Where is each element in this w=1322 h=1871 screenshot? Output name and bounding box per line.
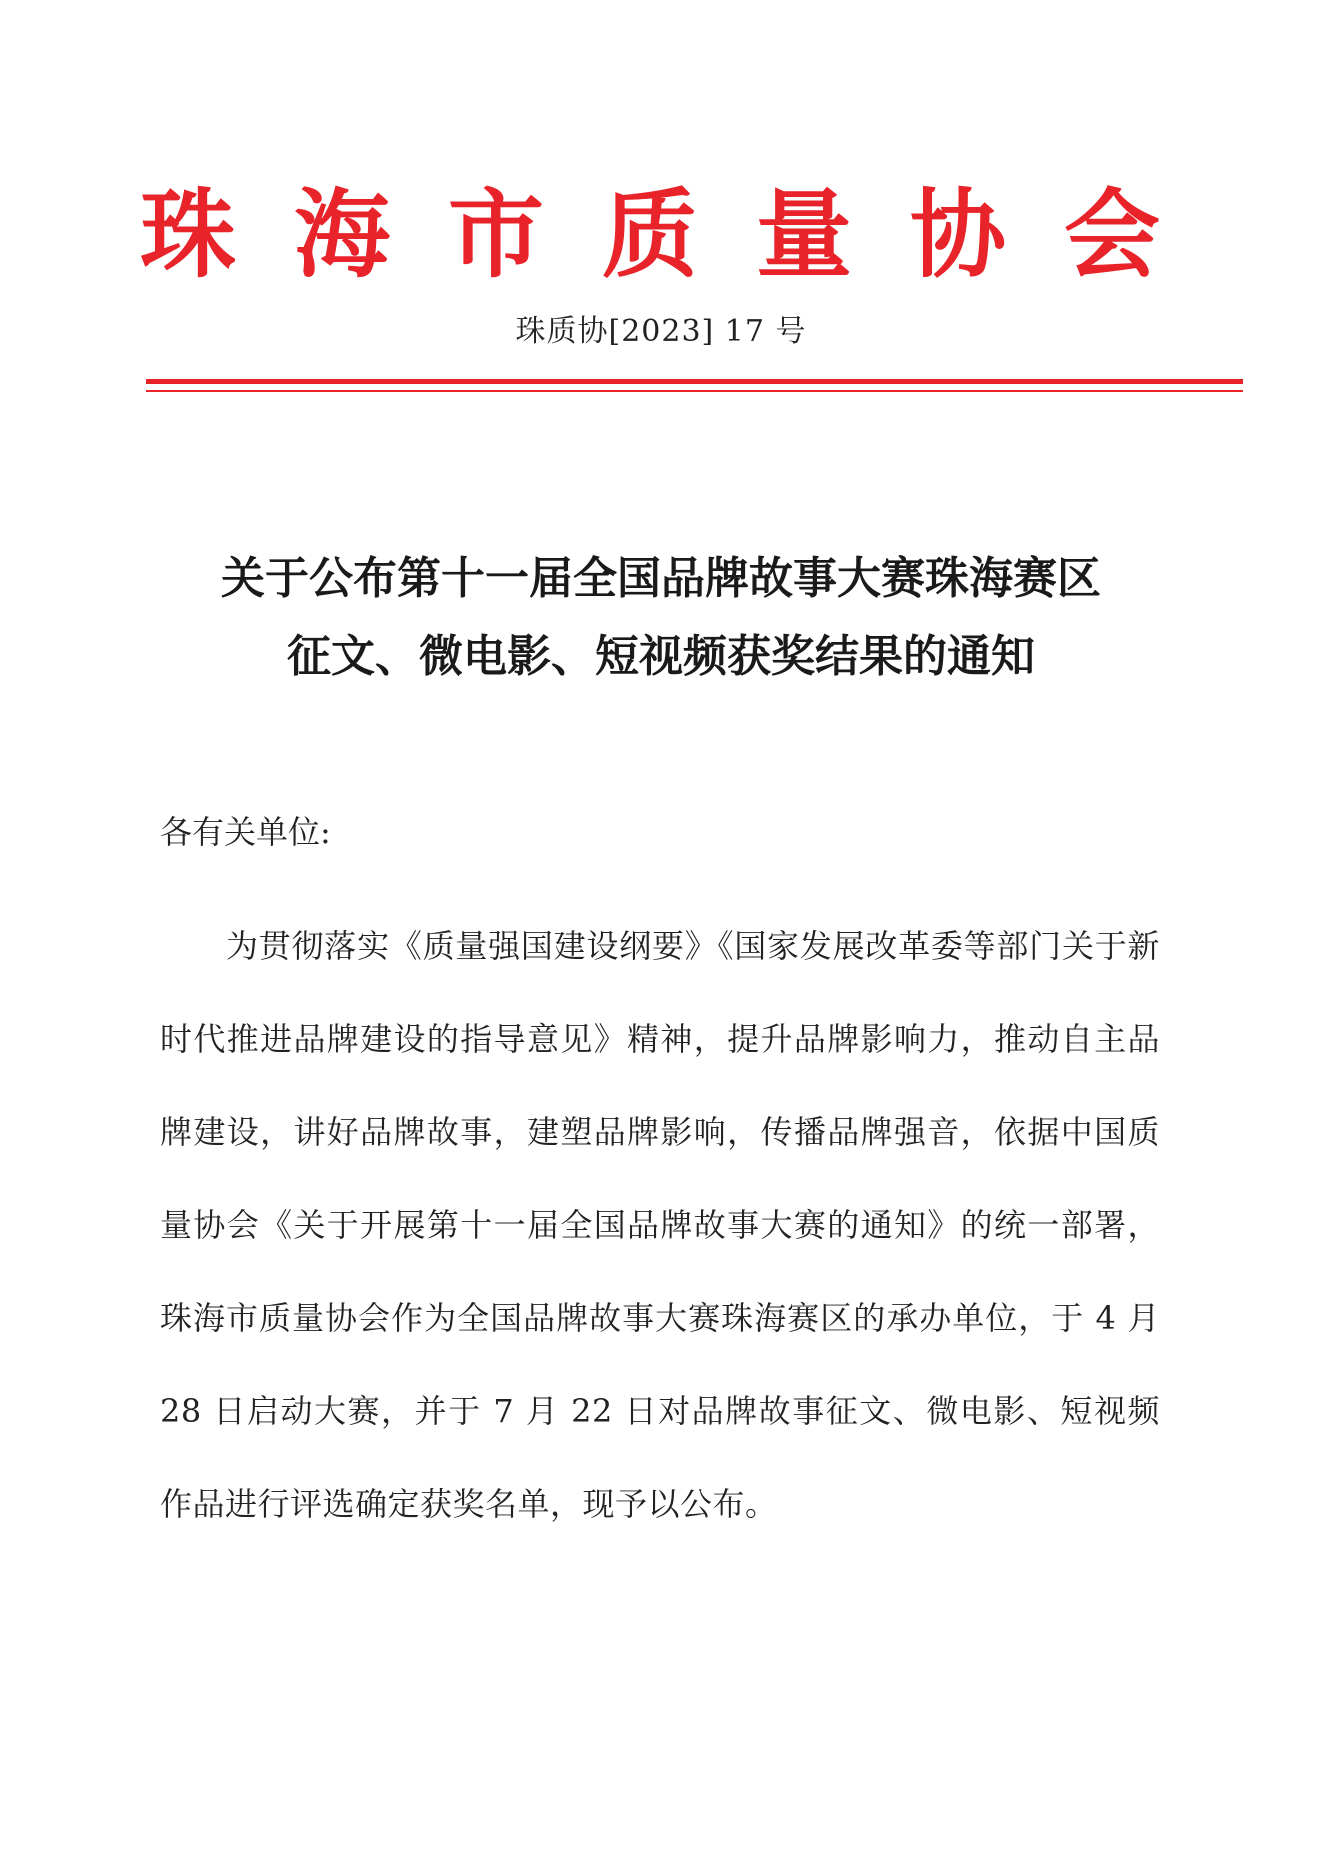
red-divider-thick bbox=[146, 379, 1243, 384]
red-divider-thin bbox=[146, 390, 1243, 392]
title-line-2: 征文、微电影、短视频获奖结果的通知 bbox=[287, 631, 1035, 682]
organization-masthead: 珠海市质量协会 bbox=[140, 178, 1218, 291]
document-title bbox=[150, 540, 1172, 696]
body-paragraph: 为贯彻落实《质量强国建设纲要》《国家发展改革委等部门关于新时代推进品牌建设的指导意见》精神，提升品牌影响力，推动自主品牌建设，讲好品牌故事，建塑品牌影响，传播品牌强音，依据中国质量协会《关于开展第十一届全国品牌故事大赛的通知》的统一部署，珠海市质量协会作为全国品牌故事大赛珠海赛区的承办单位，于 4 月 28 日启动大赛，并于 7 月 22 日对品牌故事征文、微电影、短视频作品进行评选确定获奖名单，现予以公布。 bbox=[160, 927, 1160, 1523]
document-number: 珠质协[2023] 17 号 bbox=[515, 314, 807, 349]
title-line-1: 关于公布第十一届全国品牌故事大赛珠海赛区 bbox=[221, 553, 1101, 604]
salutation: 各有关单位: bbox=[160, 813, 331, 851]
